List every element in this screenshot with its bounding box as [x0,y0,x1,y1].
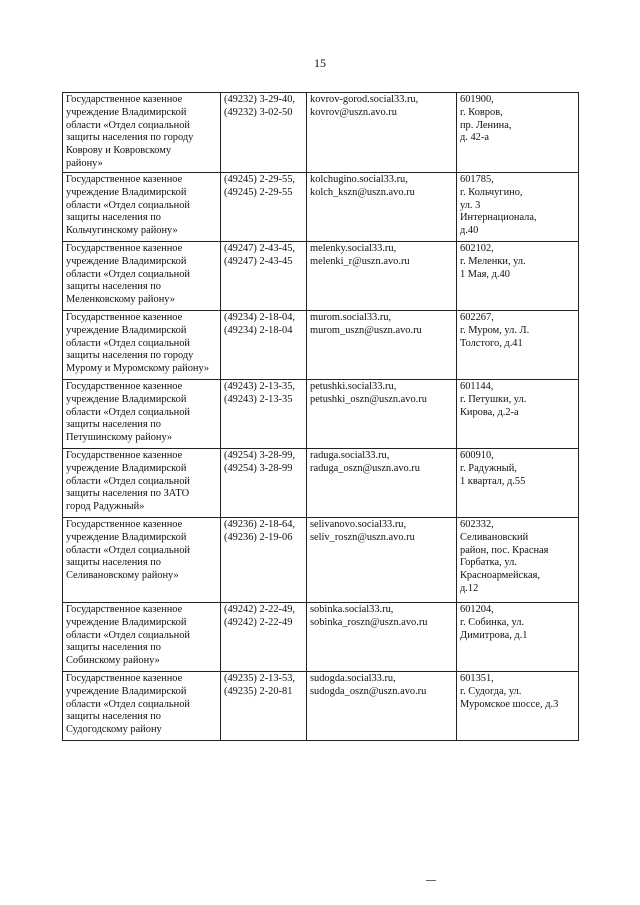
cell-line: г. Кольчугино, [460,186,523,198]
cell-line: Горбатка, ул. [460,557,517,569]
cell-line: Государственное казенное [66,450,183,461]
cell-line: Судогодскому району [66,724,162,736]
cell-line: 602267, [460,312,494,323]
cell-line: г. Радужный, [460,462,517,474]
cell-line: 601204, [460,604,494,615]
cell-line: 600910, [460,450,494,461]
cell-line: Кольчугинскому району» [66,225,178,237]
cell-line: 602332, [460,519,494,530]
cell-line: защиты населения по [66,642,161,654]
cell-website-email [307,380,457,449]
cell-website-email [307,311,457,380]
cell-institution [63,603,221,672]
cell-line: Меленковскому району» [66,294,175,306]
cell-line: Коврову и Ковровскому [66,145,172,157]
cell-institution [63,173,221,242]
cell-line: Государственное казенное [66,604,183,615]
cell-website-email [307,518,457,603]
cell-line: (49232) 3-29-40, [224,94,295,105]
cell-line: murom_uszn@uszn.avo.ru [310,324,422,336]
table-row [63,173,579,242]
cell-line: sobinka.social33.ru, [310,604,394,615]
cell-website-email [307,603,457,672]
cell-address [457,173,579,242]
cell-line: области «Отдел социальной [66,337,190,349]
cell-website-email [307,93,457,173]
cell-institution [63,380,221,449]
cell-line: Толстого, д.41 [460,337,523,349]
cell-line: учреждение Владимирской [66,255,187,267]
cell-address [457,518,579,603]
cell-website-email [307,672,457,741]
cell-line: области «Отдел социальной [66,629,190,641]
cell-line: (49254) 3-28-99, [224,450,295,461]
cell-line: selivanovo.social33.ru, [310,519,407,530]
cell-institution [63,242,221,311]
cell-line: защиты населения по ЗАТО [66,488,190,500]
cell-line: области «Отдел социальной [66,698,190,710]
cell-phones [221,173,307,242]
cell-address [457,242,579,311]
cell-line: (49243) 2-13-35, [224,381,295,392]
cell-line: области «Отдел социальной [66,475,190,487]
cell-line: Красноармейская, [460,570,540,582]
cell-line: Государственное казенное [66,94,183,105]
cell-line: (49236) 2-19-06 [224,531,293,543]
cell-line: район, пос. Красная [460,544,549,556]
cell-line: (49234) 2-18-04 [224,324,293,336]
cell-line: kolchugino.social33.ru, [310,174,408,185]
cell-line: Мурому и Муромскому району» [66,363,210,375]
cell-line: учреждение Владимирской [66,685,187,697]
cell-institution [63,449,221,518]
cell-line: melenki_r@uszn.avo.ru [310,255,410,267]
cell-line: учреждение Владимирской [66,462,187,474]
cell-line: (49235) 2-20-81 [224,685,293,697]
cell-line: (49245) 2-29-55, [224,174,295,185]
cell-institution [63,93,221,173]
cell-line: kovrov@uszn.avo.ru [310,106,397,118]
cell-line: Муромское шоссе, д.3 [460,698,559,710]
cell-line: защиты населения по [66,711,161,723]
scan-mark [426,880,436,881]
cell-line: Интернационала, [460,212,537,224]
cell-line: raduga.social33.ru, [310,450,390,461]
cell-phones [221,518,307,603]
cell-line: Государственное казенное [66,243,183,254]
cell-line: району» [66,157,103,169]
cell-line: защиты населения по [66,281,161,293]
cell-institution [63,672,221,741]
cell-line: Собинскому району» [66,655,160,667]
cell-line: пр. Ленина, [460,119,512,131]
cell-line: Государственное казенное [66,673,183,684]
cell-line: sudogda.social33.ru, [310,673,396,684]
cell-line: (49247) 2-43-45, [224,243,295,254]
cell-line: учреждение Владимирской [66,393,187,405]
table-row [63,311,579,380]
cell-line: защиты населения по городу [66,132,194,144]
cell-line: защиты населения по [66,557,161,569]
cell-line: (49242) 2-22-49, [224,604,295,615]
cell-line: Государственное казенное [66,312,183,323]
cell-line: (49242) 2-22-49 [224,616,293,628]
cell-line: защиты населения по [66,419,161,431]
cell-institution [63,311,221,380]
cell-phones [221,242,307,311]
cell-line: raduga_oszn@uszn.avo.ru [310,462,420,474]
cell-line: город Радужный» [66,501,145,513]
cell-address [457,311,579,380]
cell-line: murom.social33.ru, [310,312,392,323]
table-row [63,449,579,518]
table-row [63,518,579,603]
cell-line: г. Ковров, [460,106,503,118]
cell-line: Государственное казенное [66,381,183,392]
cell-line: melenky.social33.ru, [310,243,397,254]
cell-address [457,93,579,173]
cell-line: области «Отдел социальной [66,544,190,556]
table-row [63,603,579,672]
cell-line: (49247) 2-43-45 [224,255,293,267]
cell-phones [221,311,307,380]
cell-line: учреждение Владимирской [66,531,187,543]
cell-line: д.40 [460,225,479,237]
cell-line: seliv_roszn@uszn.avo.ru [310,531,415,543]
cell-line: 601351, [460,673,494,684]
cell-line: sudogda_oszn@uszn.avo.ru [310,685,427,697]
cell-line: 601900, [460,94,494,105]
agency-table [62,92,579,741]
cell-line: 1 квартал, д.55 [460,475,526,487]
cell-line: защиты населения по городу [66,350,194,362]
cell-address [457,380,579,449]
table-row [63,672,579,741]
cell-line: г. Собинка, ул. [460,616,525,628]
cell-line: учреждение Владимирской [66,324,187,336]
cell-line: (49236) 2-18-64, [224,519,295,530]
cell-line: 602102, [460,243,494,254]
cell-line: области «Отдел социальной [66,268,190,280]
cell-line: (49243) 2-13-35 [224,393,293,405]
cell-line: kovrov-gorod.social33.ru, [310,94,419,105]
cell-line: Селивановскому району» [66,570,179,582]
cell-line: г. Муром, ул. Л. [460,324,530,336]
cell-line: (49245) 2-29-55 [224,186,293,198]
cell-line: Димитрова, д.1 [460,629,528,641]
cell-phones [221,603,307,672]
cell-line: sobinka_roszn@uszn.avo.ru [310,616,428,628]
cell-line: petushki_oszn@uszn.avo.ru [310,393,427,405]
cell-line: (49234) 2-18-04, [224,312,295,323]
cell-line: г. Судогда, ул. [460,685,522,697]
cell-address [457,672,579,741]
cell-line: учреждение Владимирской [66,616,187,628]
cell-phones [221,93,307,173]
cell-address [457,603,579,672]
cell-phones [221,380,307,449]
cell-address [457,449,579,518]
cell-line: Государственное казенное [66,519,183,530]
cell-line: д.12 [460,582,479,594]
table-row [63,380,579,449]
cell-line: учреждение Владимирской [66,106,187,118]
cell-line: Кирова, д.2-а [460,406,519,418]
cell-line: 1 Мая, д.40 [460,268,510,280]
cell-line: Петушинскому району» [66,432,173,444]
cell-line: kolch_kszn@uszn.avo.ru [310,186,415,198]
cell-line: г. Меленки, ул. [460,255,526,267]
table-row [63,242,579,311]
cell-phones [221,449,307,518]
cell-website-email [307,173,457,242]
cell-institution [63,518,221,603]
cell-line: 601144, [460,381,494,392]
cell-line: Селивановский [460,531,529,543]
cell-line: 601785, [460,174,494,185]
cell-website-email [307,449,457,518]
cell-line: области «Отдел социальной [66,406,190,418]
cell-phones [221,672,307,741]
cell-line: д. 42-а [460,132,489,144]
cell-line: ул. 3 [460,199,481,211]
cell-line: (49235) 2-13-53, [224,673,295,684]
table-row [63,93,579,173]
cell-line: учреждение Владимирской [66,186,187,198]
cell-line: Государственное казенное [66,174,183,185]
cell-line: (49254) 3-28-99 [224,462,293,474]
cell-line: области «Отдел социальной [66,119,190,131]
cell-line: petushki.social33.ru, [310,381,397,392]
cell-line: защиты населения по [66,212,161,224]
cell-line: области «Отдел социальной [66,199,190,211]
table-body [63,93,579,741]
cell-line: (49232) 3-02-50 [224,106,293,118]
cell-website-email [307,242,457,311]
cell-line: г. Петушки, ул. [460,393,527,405]
page-number: 15 [314,56,326,70]
